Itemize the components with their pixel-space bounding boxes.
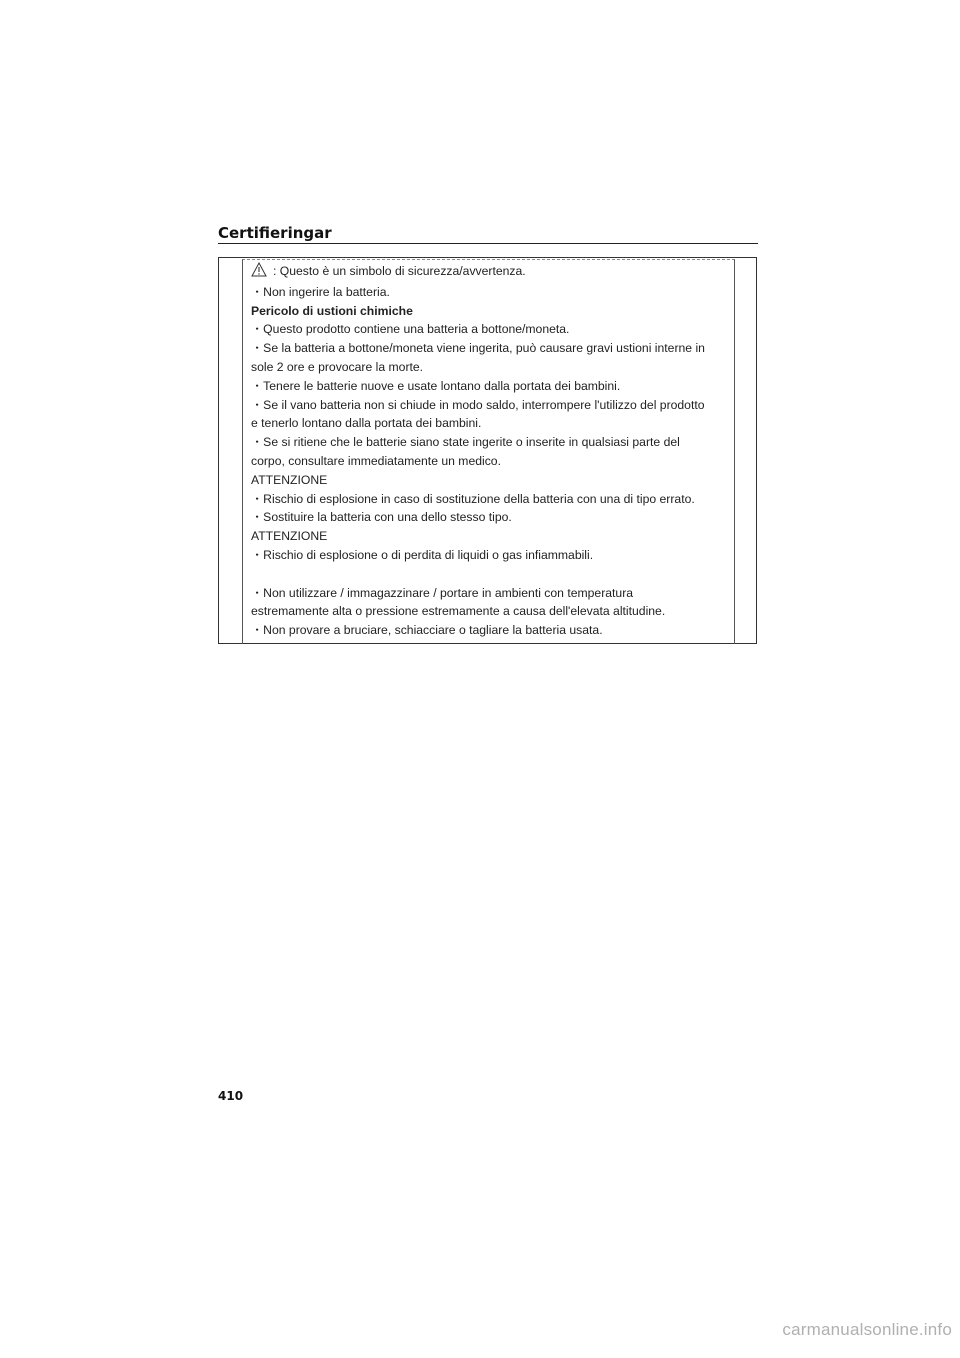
text-line: e tenerlo lontano dalla portata dei bambini. bbox=[251, 416, 482, 431]
text-line: ・Rischio di esplosione o di perdita di liquidi o gas infiammabili. bbox=[251, 547, 594, 562]
attention-heading: ATTENZIONE bbox=[251, 529, 328, 544]
safety-symbol-line bbox=[251, 262, 729, 283]
text-line: ・Non utilizzare / immagazzinare / portare in ambienti con temperatura bbox=[251, 585, 634, 600]
warning-text bbox=[251, 262, 729, 640]
spacer bbox=[251, 565, 729, 584]
text-line: ・Se si ritiene che le batterie siano state ingerite o inserite in qualsiasi parte del bbox=[251, 435, 680, 450]
text-line: ・Tenere le batterie nuove e usate lontano dalla portata dei bambini. bbox=[251, 378, 621, 393]
text-line: corpo, consultare immediatamente un medico. bbox=[251, 453, 501, 468]
text-line: ・Se il vano batteria non si chiude in modo saldo, interrompere l'utilizzo del prodotto bbox=[251, 397, 705, 412]
text-line: ・Sostituire la batteria con una dello stesso tipo. bbox=[251, 510, 512, 525]
section-title: Certifieringar bbox=[218, 224, 332, 242]
text-line: estremamente alta o pressione estremamente a causa dell'elevata altitudine. bbox=[251, 604, 666, 619]
watermark: carmanualsonline.info bbox=[782, 1320, 952, 1339]
text-line: ・Non ingerire la batteria. bbox=[251, 284, 390, 299]
text-line: ・Rischio di esplosione in caso di sostituzione della batteria con una di tipo errato. bbox=[251, 491, 695, 506]
warning-triangle-icon bbox=[251, 262, 273, 283]
title-divider bbox=[218, 243, 758, 244]
attention-heading: ATTENZIONE bbox=[251, 472, 328, 487]
text-line: ・Se la batteria a bottone/moneta viene ingerita, può causare gravi ustioni interne in bbox=[251, 341, 705, 356]
safety-symbol-text: : Questo è un simbolo di sicurezza/avvertenza. bbox=[273, 264, 526, 278]
text-line: ・Non provare a bruciare, schiacciare o tagliare la batteria usata. bbox=[251, 623, 603, 638]
text-line: ・Questo prodotto contiene una batteria a bottone/moneta. bbox=[251, 322, 570, 337]
text-line: sole 2 ore e provocare la morte. bbox=[251, 359, 424, 374]
page-number: 410 bbox=[218, 1089, 244, 1103]
chemical-burn-heading: Pericolo di ustioni chimiche bbox=[251, 303, 413, 318]
